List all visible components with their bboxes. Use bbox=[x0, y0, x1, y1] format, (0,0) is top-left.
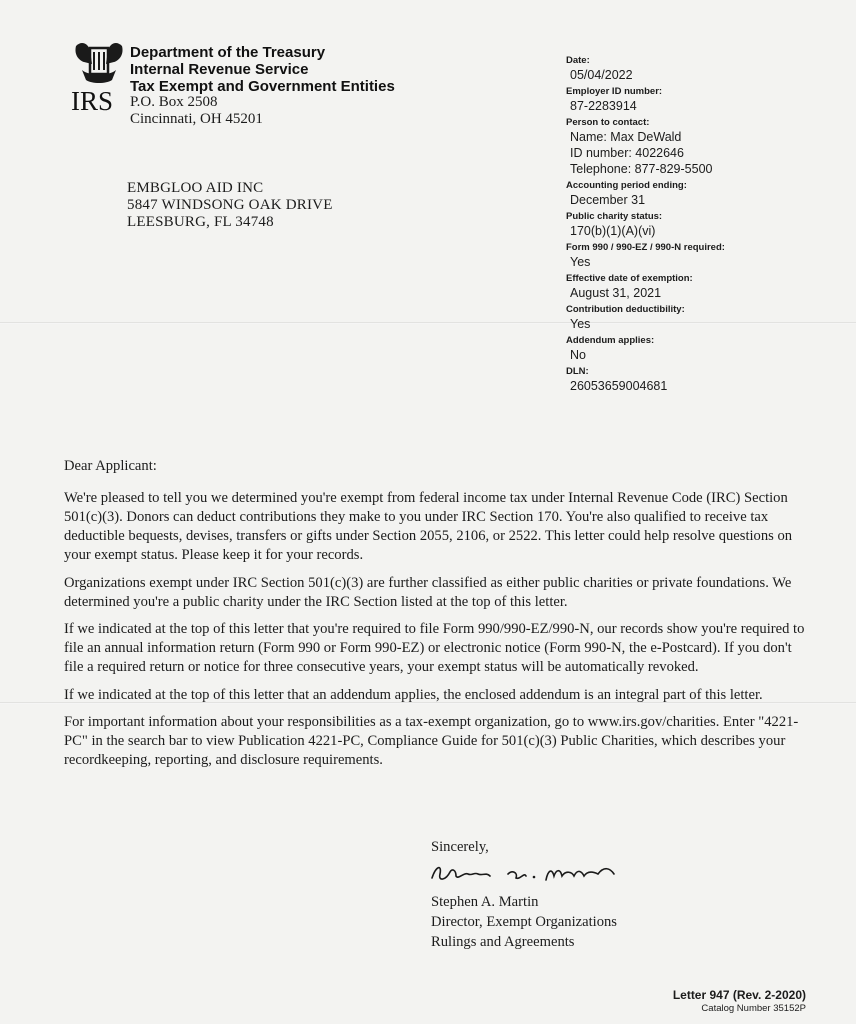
paragraph: We're pleased to tell you we determined you're exempt from federal income tax under Internal Revenue Code (IRC) Section 501(c)(3). Donors can deduct contributions they make to you under IRC Section 170. You're also qualified to receive tax deductible bequests, devises, transfers or gifts under Section 2055, 2106, or 2522. This letter could help resolve questions on your exempt status. Please keep it for your records. bbox=[64, 490, 793, 563]
paragraph: If we indicated at the top of this letter that you're required to file Form 990/990-EZ/990-N, our records show you're required to file an annual information return (Form 990 or Form 990-EZ) or electronic notice (Form 990-N, the e-Postcard). If you don't file a required return or notice for three consecutive years, your exempt status will be automatically revoked. bbox=[64, 621, 805, 675]
dln-value: 26053659004681 bbox=[570, 379, 668, 393]
contact-name: Name: Max DeWald bbox=[570, 130, 682, 144]
letter-footer bbox=[673, 988, 806, 1015]
dln-label: DLN: bbox=[566, 366, 589, 377]
salutation: Dear Applicant: bbox=[64, 458, 157, 474]
signer-title: Director, Exempt Organizations bbox=[431, 914, 617, 930]
recipient-line: EMBGLOO AID INC bbox=[127, 180, 264, 196]
signer-name: Stephen A. Martin bbox=[431, 894, 539, 910]
agency-address-line: Cincinnati, OH 45201 bbox=[130, 111, 263, 127]
addendum-label: Addendum applies: bbox=[566, 335, 655, 346]
paragraph: If we indicated at the top of this letter that an addendum applies, the enclosed addendum is an integral part of this letter. bbox=[64, 686, 763, 703]
accounting-period-label: Accounting period ending: bbox=[566, 180, 687, 191]
date-label: Date: bbox=[566, 55, 590, 66]
charity-status-label: Public charity status: bbox=[566, 211, 663, 222]
form-required-label: Form 990 / 990-EZ / 990-N required: bbox=[566, 242, 725, 253]
letter-number: Letter 947 (Rev. 2-2020) bbox=[672, 988, 806, 1002]
catalog-number: Catalog Number 35152P bbox=[701, 1003, 806, 1014]
agency-address bbox=[130, 94, 263, 128]
paragraph: Organizations exempt under IRC Section 501(c)(3) are further classified as either public charities or private foundations. We determined you're a public charity under the IRC Section listed at the top of this letter. bbox=[64, 574, 792, 610]
accounting-period-value: December 31 bbox=[570, 193, 646, 207]
paragraph: For important information about your responsibilities as a tax-exempt organization, go to www.irs.gov/charities. Enter "4221-PC" in the search bar to view Publication 4221-PC, Compliance Guide for 501(c)(3) Public Charities, which describes your recordkeeping, reporting, and disclosure requirements. bbox=[64, 714, 799, 768]
recipient-address bbox=[127, 180, 333, 231]
svg-text:IRS: IRS bbox=[71, 86, 114, 116]
closing: Sincerely, bbox=[431, 839, 489, 855]
ein-value: 87-2283914 bbox=[570, 99, 637, 113]
form-required-value: Yes bbox=[570, 255, 591, 269]
contact-phone: Telephone: 877-829-5500 bbox=[570, 162, 713, 176]
recipient-line: LEESBURG, FL 34748 bbox=[127, 214, 274, 230]
agency-address-line: P.O. Box 2508 bbox=[130, 94, 218, 110]
handwritten-signature bbox=[428, 858, 624, 888]
letter-info-panel bbox=[566, 52, 826, 394]
irs-eagle-logo bbox=[70, 40, 128, 116]
addendum-value: No bbox=[570, 348, 586, 362]
contact-label: Person to contact: bbox=[566, 117, 650, 128]
charity-status-value: 170(b)(1)(A)(vi) bbox=[570, 224, 656, 238]
agency-name-line: Department of the Treasury bbox=[130, 44, 326, 61]
effective-date-label: Effective date of exemption: bbox=[566, 273, 693, 284]
recipient-line: 5847 WINDSONG OAK DRIVE bbox=[127, 197, 333, 213]
agency-name-line: Tax Exempt and Government Entities bbox=[130, 78, 395, 95]
date-value: 05/04/2022 bbox=[570, 68, 633, 82]
agency-name-line: Internal Revenue Service bbox=[130, 61, 309, 78]
signer-department: Rulings and Agreements bbox=[431, 934, 575, 950]
agency-name bbox=[130, 44, 395, 95]
signer-block bbox=[431, 892, 617, 952]
contact-id: ID number: 4022646 bbox=[570, 146, 684, 160]
contribution-value: Yes bbox=[570, 317, 591, 331]
effective-date-value: August 31, 2021 bbox=[570, 286, 662, 300]
contribution-label: Contribution deductibility: bbox=[566, 304, 685, 315]
letter-body bbox=[64, 457, 809, 779]
ein-label: Employer ID number: bbox=[566, 86, 663, 97]
